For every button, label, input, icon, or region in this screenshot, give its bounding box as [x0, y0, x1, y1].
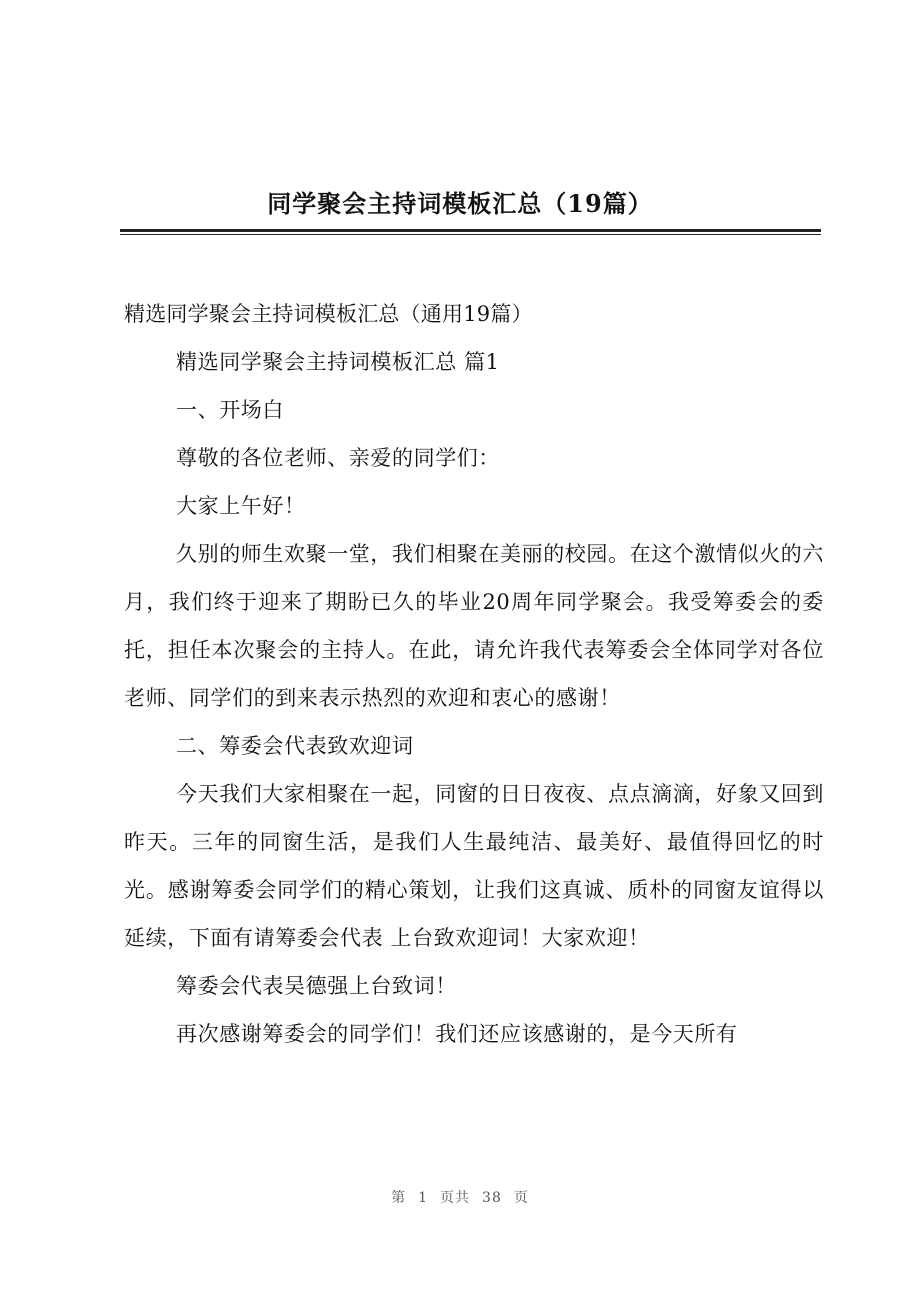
body-paragraph: 今天我们大家相聚在一起，同窗的日日夜夜、点点滴滴，好象又回到昨天。三年的同窗生活，是我们人生最纯洁、最美好、最值得回忆的时光。感谢筹委会同学们的精心策划，让我们这真诚、质朴的同窗友谊得以延续，下面有请筹委会代表 上台致欢迎词！大家欢迎！ — [124, 782, 824, 950]
greeting-paragraph: 大家上午好！ — [176, 494, 306, 518]
subtitle-paragraph: 精选同学聚会主持词模板汇总（通用19篇） — [124, 302, 533, 326]
salutation-paragraph: 尊敬的各位老师、亲爱的同学们： — [176, 446, 500, 470]
title-divider-thin — [120, 234, 821, 235]
footer-middle: 页共 — [440, 1190, 471, 1206]
body-paragraph: 久别的师生欢聚一堂，我们相聚在美丽的校园。在这个激情似火的六月，我们终于迎来了期盼已久的毕业20周年同学聚会。我受筹委会的委托，担任本次聚会的主持人。在此，请允许我代表筹委会全体同学对各位老师、同学们的到来表示热烈的欢迎和衷心的感谢！ — [124, 542, 824, 710]
footer-prefix: 第 — [391, 1190, 407, 1206]
footer-current-page: 1 — [418, 1190, 429, 1206]
body-paragraph: 筹委会代表吴德强上台致词！ — [176, 974, 457, 998]
part-heading-welcome-speech: 二、筹委会代表致欢迎词 — [176, 734, 414, 758]
footer-total-pages: 38 — [482, 1190, 502, 1206]
footer-suffix: 页 — [513, 1190, 529, 1206]
section-heading: 精选同学聚会主持词模板汇总 篇1 — [176, 350, 500, 374]
part-heading-opening: 一、开场白 — [176, 398, 284, 422]
body-paragraph: 再次感谢筹委会的同学们！我们还应该感谢的，是今天所有 — [176, 1022, 738, 1046]
document-body — [124, 290, 824, 1058]
page-footer — [0, 1187, 920, 1207]
title-divider-thick — [120, 229, 821, 232]
document-title: 同学聚会主持词模板汇总（19篇） — [267, 189, 653, 218]
